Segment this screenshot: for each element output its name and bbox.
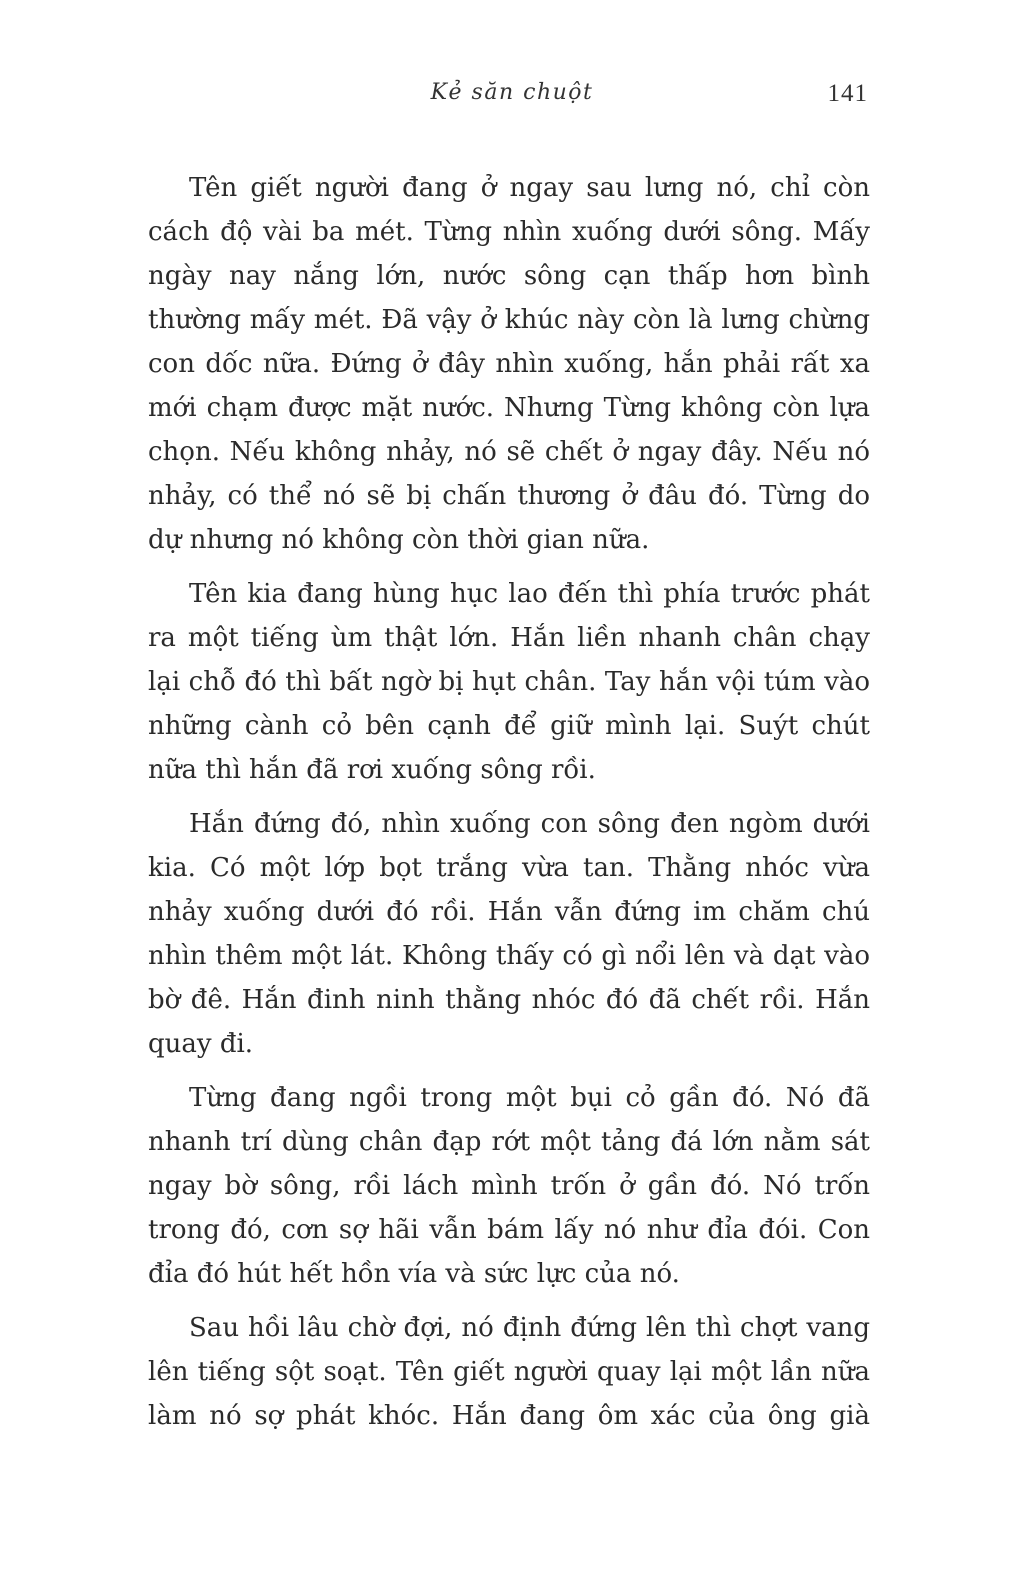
paragraph: Hắn đứng đó, nhìn xuống con sông đen ngòm dưới kia. Có một lớp bọt trắng vừa tan. Thằng nhóc vừa nhảy xuống dưới đó rồi. Hắn vẫn đứng im chăm chú nhìn thêm một lát. Không thấy có gì nổi lên và dạt vào bờ đê. Hắn đinh ninh thằng nhóc đó đã chết rồi. Hắn quay đi.: [148, 809, 870, 1059]
running-head: [0, 80, 1024, 120]
paragraph: Tên giết người đang ở ngay sau lưng nó, chỉ còn cách độ vài ba mét. Từng nhìn xuống dưới sông. Mấy ngày nay nắng lớn, nước sông cạn thấp hơn bình thường mấy mét. Đã vậy ở khúc này còn là lưng chừng con dốc nữa. Đứng ở đây nhìn xuống, hắn phải rất xa mới chạm được mặt nước. Nhưng Từng không còn lựa chọn. Nếu không nhảy, nó sẽ chết ở ngay đây. Nếu nó nhảy, có thể nó sẽ bị chấn thương ở đâu đó. Từng do dự nhưng nó không còn thời gian nữa.: [148, 173, 870, 555]
paragraph: Tên kia đang hùng hục lao đến thì phía trước phát ra một tiếng ùm thật lớn. Hắn liền nhanh chân chạy lại chỗ đó thì bất ngờ bị hụt chân. Tay hắn vội túm vào những cành cỏ bên cạnh để giữ mình lại. Suýt chút nữa thì hắn đã rơi xuống sông rồi.: [148, 579, 870, 785]
body-text: [148, 166, 870, 1448]
paragraph: Từng đang ngồi trong một bụi cỏ gần đó. Nó đã nhanh trí dùng chân đạp rớt một tảng đá lớn nằm sát ngay bờ sông, rồi lách mình trốn ở gần đó. Nó trốn trong đó, cơn sợ hãi vẫn bám lấy nó như đỉa đói. Con đỉa đó hút hết hồn vía và sức lực của nó.: [148, 1083, 870, 1289]
page-number: 141: [827, 80, 868, 107]
running-title: Kẻ săn chuột: [430, 80, 594, 105]
paragraph: Sau hồi lâu chờ đợi, nó định đứng lên thì chợt vang lên tiếng sột soạt. Tên giết người quay lại một lần nữa làm nó sợ phát khóc. Hắn đang ôm xác của ông già: [148, 1313, 870, 1431]
